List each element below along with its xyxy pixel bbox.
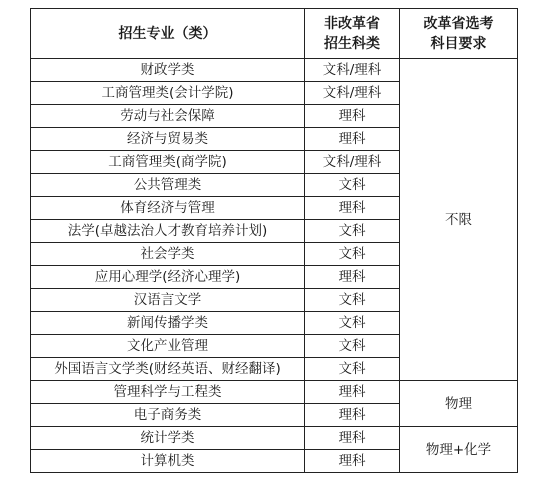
major-cell: 公共管理类: [31, 174, 305, 197]
major-cell: 社会学类: [31, 243, 305, 266]
major-cell: 电子商务类: [31, 404, 305, 427]
category-cell: 文科/理科: [305, 151, 400, 174]
requirement-cell: 物理+化学: [400, 427, 518, 473]
category-cell: 理科: [305, 381, 400, 404]
major-cell: 工商管理类(商学院): [31, 151, 305, 174]
header-category: [305, 9, 400, 59]
major-cell: 应用心理学(经济心理学): [31, 266, 305, 289]
major-cell: 文化产业管理: [31, 335, 305, 358]
header-major: [31, 9, 305, 59]
category-cell: 文科: [305, 289, 400, 312]
category-cell: 文科: [305, 220, 400, 243]
requirement-cell: 不限: [400, 59, 518, 381]
category-cell: 理科: [305, 105, 400, 128]
category-cell: 文科: [305, 335, 400, 358]
requirement-cell: 物理: [400, 381, 518, 427]
major-cell: 汉语言文学: [31, 289, 305, 312]
category-cell: 理科: [305, 404, 400, 427]
category-cell: 文科/理科: [305, 59, 400, 82]
header-requirement-line2: 科目要求: [430, 35, 487, 52]
header-requirement-line1: 改革省选考: [423, 15, 494, 32]
admissions-table-container: [30, 8, 518, 473]
category-cell: 文科/理科: [305, 82, 400, 105]
major-cell: 新闻传播学类: [31, 312, 305, 335]
table-row: [31, 427, 518, 450]
category-cell: 文科: [305, 243, 400, 266]
category-cell: 文科: [305, 312, 400, 335]
category-cell: 理科: [305, 427, 400, 450]
header-category-line2: 招生科类: [324, 35, 380, 52]
table-header-row: [31, 9, 518, 59]
admissions-table: [30, 8, 518, 473]
table-row: [31, 381, 518, 404]
category-cell: 文科: [305, 358, 400, 381]
major-cell: 体育经济与管理: [31, 197, 305, 220]
major-cell: 外国语言文学类(财经英语、财经翻译): [31, 358, 305, 381]
major-cell: 工商管理类(会计学院): [31, 82, 305, 105]
table-row: [31, 59, 518, 82]
category-cell: 理科: [305, 128, 400, 151]
major-cell: 法学(卓越法治人才教育培养计划): [31, 220, 305, 243]
major-cell: 管理科学与工程类: [31, 381, 305, 404]
major-cell: 财政学类: [31, 59, 305, 82]
category-cell: 理科: [305, 266, 400, 289]
major-cell: 经济与贸易类: [31, 128, 305, 151]
table-body: [31, 59, 518, 473]
major-cell: 计算机类: [31, 450, 305, 473]
header-category-line1: 非改革省: [324, 15, 380, 32]
header-requirement: [400, 9, 518, 59]
category-cell: 文科: [305, 174, 400, 197]
major-cell: 劳动与社会保障: [31, 105, 305, 128]
category-cell: 理科: [305, 197, 400, 220]
header-major-label: 招生专业（类）: [118, 25, 217, 42]
category-cell: 理科: [305, 450, 400, 473]
major-cell: 统计学类: [31, 427, 305, 450]
